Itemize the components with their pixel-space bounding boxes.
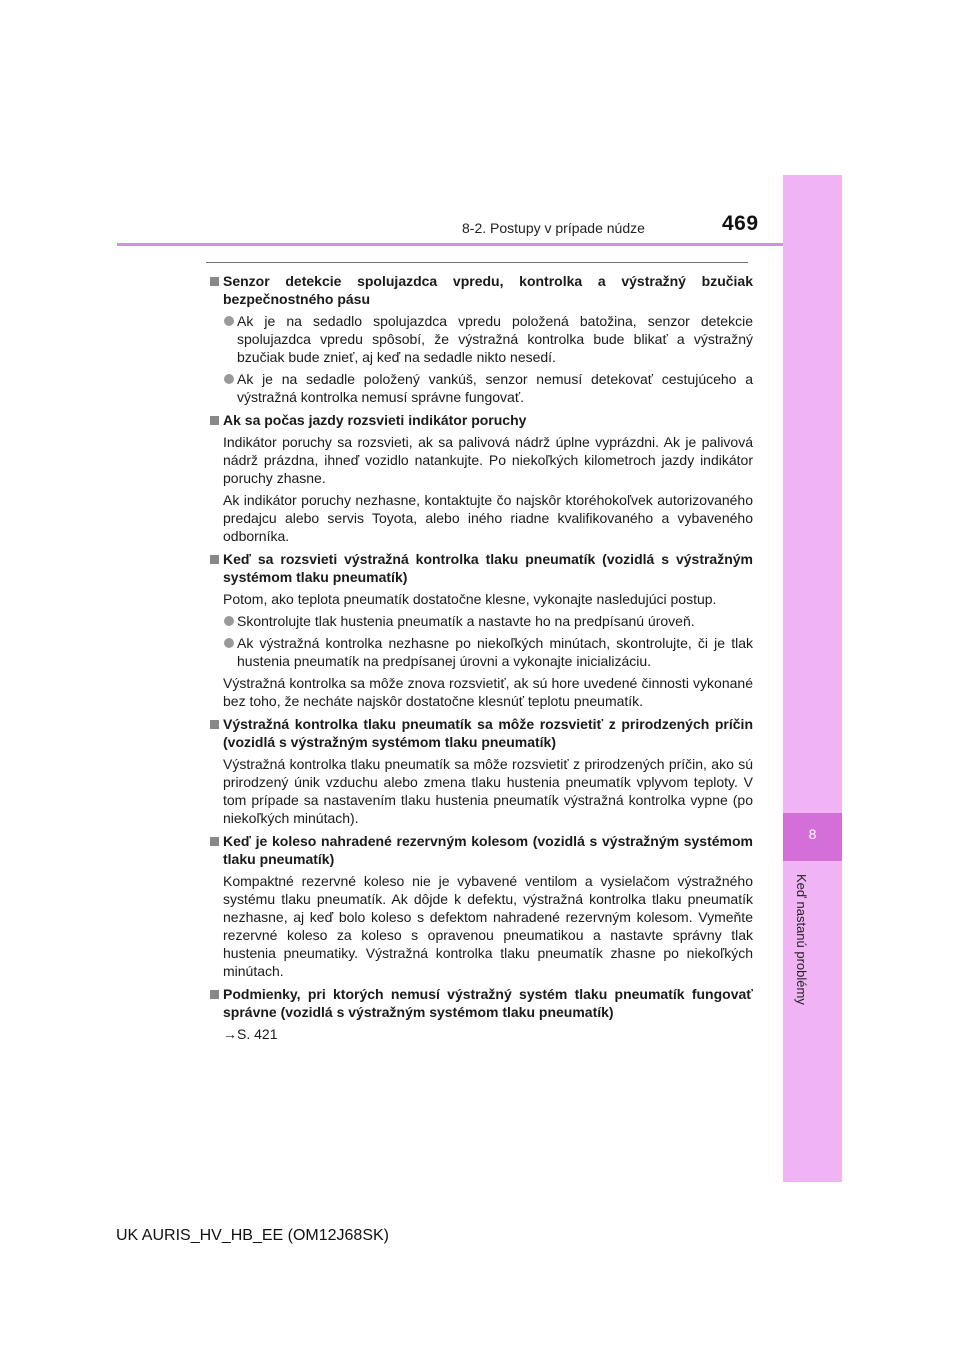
section-heading [210,411,753,429]
heading-text: Výstražná kontrolka tlaku pneumatík sa môže rozsvietiť z prirodzených príčin (vozidlá s výstražným systémom tlaku pneumatík) [223,716,753,750]
square-bullet-icon [210,720,219,729]
paragraph: Potom, ako teplota pneumatík dostatočne klesne, vykonajte nasledujúci postup. [223,591,717,607]
list-item [210,370,753,406]
square-bullet-icon [210,416,219,425]
content-top-rule [206,262,748,263]
section-heading [210,985,753,1021]
heading-text: Ak sa počas jazdy rozsvieti indikátor poruchy [223,412,527,428]
bullet-text: Ak výstražná kontrolka nezhasne po niekoľkých minútach, skontrolujte, či je tlak hustenia pneumatík na predpísanej úrovni a vykonajte inicializáciu. [237,635,753,669]
page-reference-link[interactable]: →S. 421 [223,1026,278,1042]
paragraph: Kompaktné rezervné koleso nie je vybavené ventilom a vysielačom výstražného systému tlaku pneumatík. Ak dôjde k defektu, výstražná kontrolka tlaku pneumatík nezhasne, aj keď bolo koleso s defektom nahradené rezervným kolesom. Vymeňte rezervné koleso za koleso s opravenou pneumatikou a nastavte správny tlak hustenia pneumatiky. Výstražná kontrolka tlaku pneumatík zhasne po niekoľkých minútach. [223,873,753,979]
section-heading [210,550,753,586]
heading-text: Podmienky, pri ktorých nemusí výstražný systém tlaku pneumatík fungovať správne (vozidlá s výstražným systémom tlaku pneumatík) [223,986,753,1020]
square-bullet-icon [210,555,219,564]
page-number: 469 [722,212,759,235]
chapter-title: Keď nastanú problémy [794,874,809,1005]
paragraph: Výstražná kontrolka tlaku pneumatík sa môže rozsvietiť z prirodzených príčin, ako sú prirodzený únik vzduchu alebo zmena tlaku hustenia pneumatík vplyvom teploty. V tom prípade sa nastavením tlaku hustenia pneumatík výstražná kontrolka vypne (po niekoľkých minútach). [223,756,753,826]
list-item [210,612,753,630]
square-bullet-icon [210,837,219,846]
square-bullet-icon [210,990,219,999]
bullet-text: Ak je na sedadle položený vankúš, senzor nemusí detekovať cestujúceho a výstražná kontrolka nemusí správne fungovať. [237,371,753,405]
round-bullet-icon [224,374,234,384]
main-content [210,267,753,1043]
heading-text: Senzor detekcie spolujazdca vpredu, kontrolka a výstražný bzučiak bezpečnostného pásu [223,273,753,307]
heading-text: Keď je koleso nahradené rezervným kolesom (vozidlá s výstražným systémom tlaku pneumatík) [223,833,753,867]
chapter-number: 8 [808,826,817,842]
round-bullet-icon [224,638,234,648]
section-heading [210,715,753,751]
document-code: UK AURIS_HV_HB_EE (OM12J68SK) [116,1227,389,1244]
square-bullet-icon [210,277,219,286]
heading-text: Keď sa rozsvieti výstražná kontrolka tlaku pneumatík (vozidlá s výstražným systémom tlaku pneumatík) [223,551,753,585]
list-item [210,312,753,366]
paragraph: Ak indikátor poruchy nezhasne, kontaktujte čo najskôr ktoréhokoľvek autorizovaného predajcu alebo servis Toyota, alebo iného riadne kvalifikovaného a vybaveného odborníka. [223,492,753,544]
section-heading [210,832,753,868]
round-bullet-icon [224,616,234,626]
section-title: 8-2. Postupy v prípade núdze [462,220,645,236]
header-rule [117,243,842,246]
round-bullet-icon [224,316,234,326]
bullet-text: Skontrolujte tlak hustenia pneumatík a nastavte ho na predpísanú úroveň. [237,613,695,629]
paragraph: Indikátor poruchy sa rozsvieti, ak sa palivová nádrž úplne vyprázdni. Ak je palivová nádrž prázdna, ihneď vozidlo natankujte. Po niekoľkých kilometroch jazdy indikátor poruchy zhasne. [223,434,753,486]
bullet-text: Ak je na sedadlo spolujazdca vpredu položená batožina, senzor detekcie spolujazdca vpredu spôsobí, že výstražná kontrolka bude blikať a výstražný bzučiak bude znieť, aj keď na sedadle nikto nesedí. [237,313,753,365]
paragraph: Výstražná kontrolka sa môže znova rozsvietiť, ak sú hore uvedené činnosti vykonané bez toho, že necháte najskôr dostatočne klesnúť teplotu pneumatík. [223,675,753,709]
section-heading [210,272,753,308]
list-item [210,634,753,670]
